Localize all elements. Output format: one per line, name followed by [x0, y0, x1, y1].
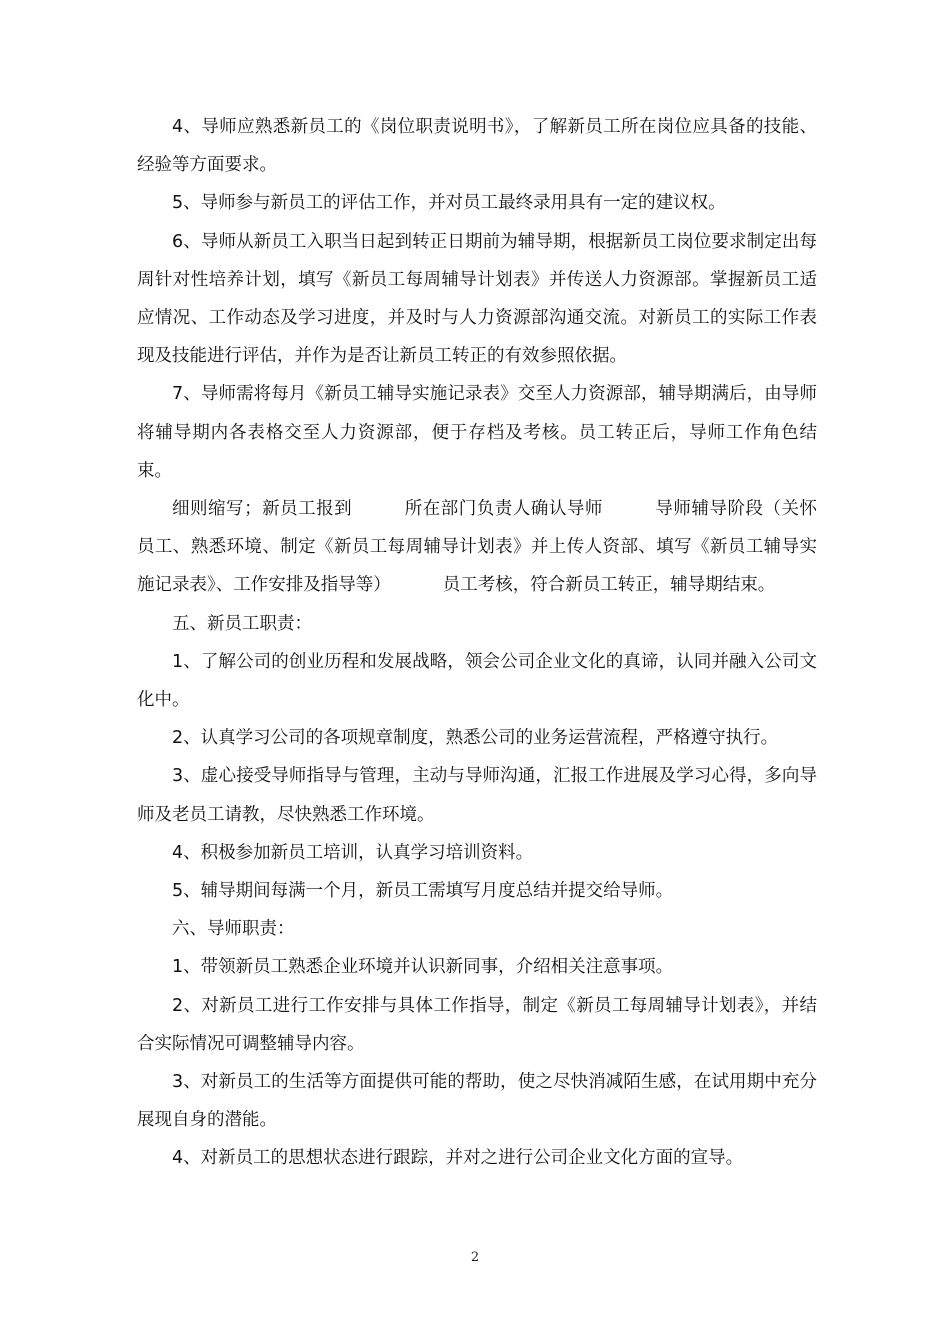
flow-step-2: 所在部门负责人确认导师	[404, 499, 603, 520]
mentor-duty-4: 4、导师应熟悉新员工的《岗位职责说明书》，了解新员工所在岗位应具备的技能、经验等方面要求。	[137, 117, 817, 176]
flow-step-3: 导师辅导阶段（关怀员工、熟悉环境、制定《新员工每周辅导计划表》并上传人资部、填写《新员工辅导实施记录表》、工作安排及指导等）	[137, 499, 818, 596]
tutor-duty-2: 2、对新员工进行工作安排与具体工作指导，制定《新员工每周辅导计划表》，并结合实际情况可调整辅导内容。	[137, 995, 817, 1054]
mentor-duty-6: 6、导师从新员工入职当日起到转正日期前为辅导期，根据新员工岗位要求制定出每周针对性培养计划，填写《新员工每周辅导计划表》并传送人力资源部。掌握新员工适应情况、工作动态及学习进度，并及时与人力资源部沟通交流。对新员工的实际工作表现及技能进行评估，并作为是否让新员工转正的有效参照依据。	[137, 231, 817, 367]
tutor-duty-4: 4、对新员工的思想状态进行跟踪，并对之进行公司企业文化方面的宣导。	[172, 1148, 744, 1169]
new-employee-duty-4: 4、积极参加新员工培训，认真学习培训资料。	[172, 842, 534, 863]
tutor-duty-3: 3、对新员工的生活等方面提供可能的帮助，使之尽快消减陌生感，在试用期中充分展现自身的潜能。	[137, 1072, 817, 1131]
mentor-duty-7: 7、导师需将每月《新员工辅导实施记录表》交至人力资源部，辅导期满后，由导师将辅导期内各表格交至人力资源部，便于存档及考核。员工转正后，导师工作角色结束。	[137, 384, 817, 481]
mentor-duty-5: 5、导师参与新员工的评估工作，并对员工最终录用具有一定的建议权。	[172, 193, 726, 214]
section-6-heading: 六、导师职责：	[172, 919, 295, 940]
new-employee-duty-3: 3、虚心接受导师指导与管理，主动与导师沟通，汇报工作进展及学习心得，多向导师及老员工请教，尽快熟悉工作环境。	[137, 766, 817, 825]
new-employee-duty-2: 2、认真学习公司的各项规章制度，熟悉公司的业务运营流程，严格遵守执行。	[172, 728, 779, 749]
page-number: 2	[470, 1250, 480, 1265]
page-body	[137, 108, 817, 1178]
process-flow	[137, 490, 817, 605]
flow-step-1: 细则缩写；新员工报到	[172, 499, 353, 520]
new-employee-duty-1: 1、了解公司的创业历程和发展战略，领会公司企业文化的真谛，认同并融入公司文化中。	[137, 651, 817, 711]
flow-step-4: 员工考核，符合新员工转正，辅导期结束。	[442, 575, 776, 596]
tutor-duty-1: 1、带领新员工熟悉企业环境并认识新同事，介绍相关注意事项。	[172, 957, 674, 978]
section-5-heading: 五、新员工职责：	[172, 613, 312, 634]
new-employee-duty-5: 5、辅导期间每满一个月，新员工需填写月度总结并提交给导师。	[172, 881, 674, 902]
